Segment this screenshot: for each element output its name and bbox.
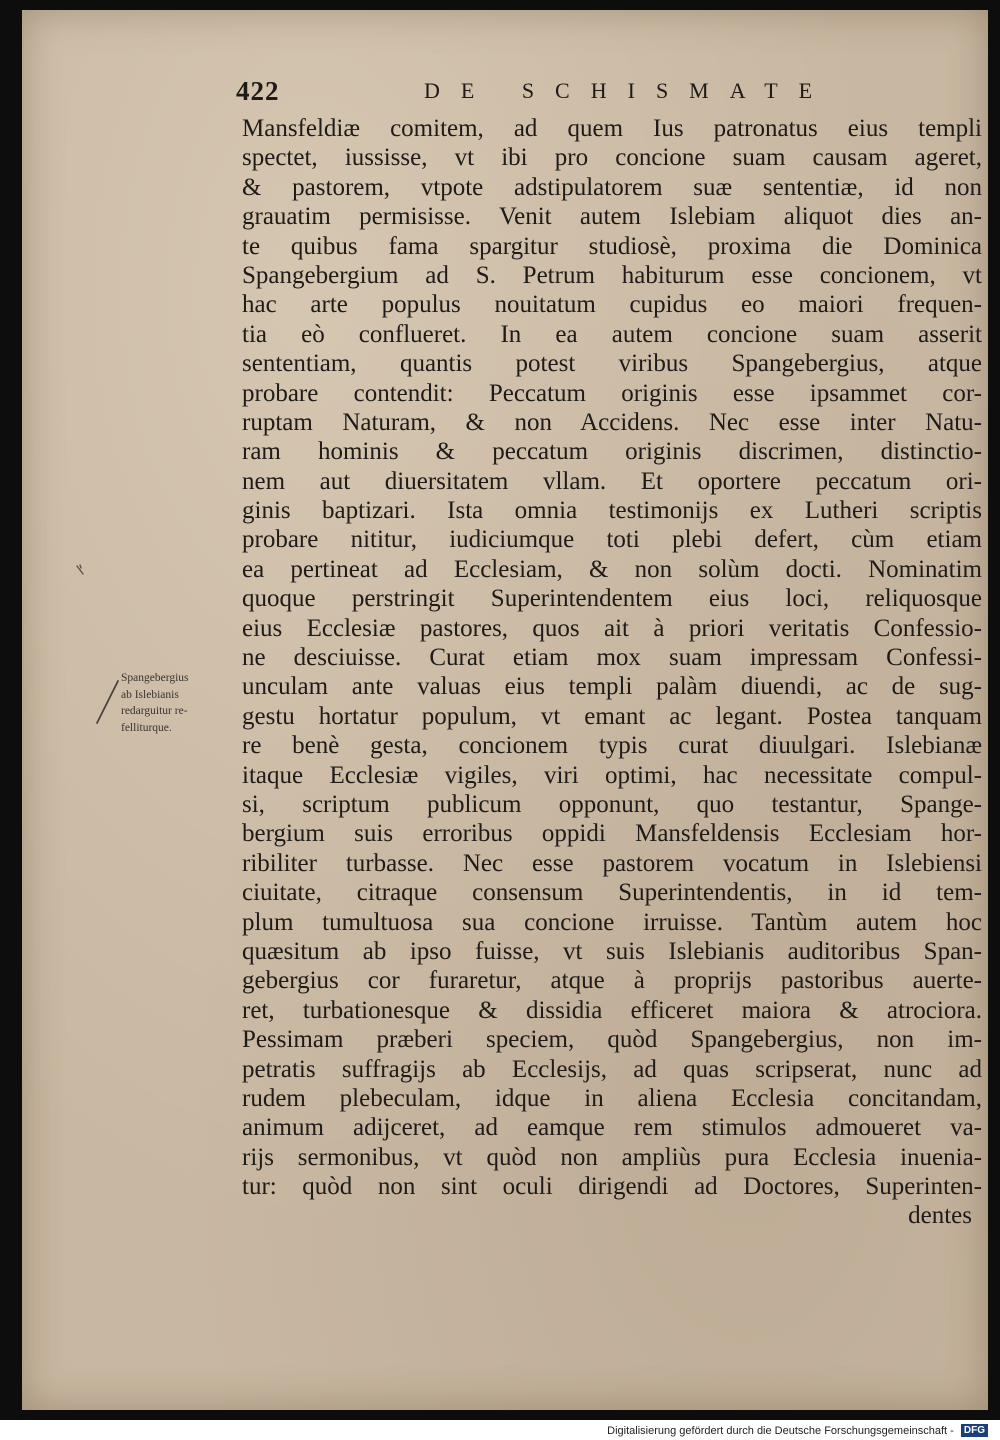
pencil-mark-icon xyxy=(74,562,90,578)
running-head xyxy=(236,76,976,112)
credit-text: Digitalisierung gefördert durch die Deutsche Forschungsgemeinschaft - xyxy=(607,1425,954,1437)
text-line: tur: quòd non sint oculi dirigendi ad Doctores, Superinten- xyxy=(242,1173,982,1201)
text-line: quæsitum ab ipso fuisse, vt suis Islebianis auditoribus Span- xyxy=(242,937,982,965)
text-line: plum tumultuosa sua concione irruisse. Tantùm autem hoc xyxy=(242,908,982,936)
marginal-note xyxy=(121,670,247,736)
text-line: Pessimam præberi speciem, quòd Spangebergius, non im- xyxy=(242,1026,982,1054)
catchword: dentes xyxy=(908,1202,972,1230)
text-line: itaque Ecclesiæ vigiles, viri optimi, hac necessitate compul- xyxy=(242,761,982,789)
text-line: spectet, iussisse, vt ibi pro concione suam causam ageret, xyxy=(242,144,982,172)
text-line: & pastorem, vtpote adstipulatorem suæ sententiæ, id non xyxy=(242,173,982,201)
text-line: re benè gesta, concionem typis curat diuulgari. Islebianæ xyxy=(242,732,982,760)
marginal-note-line: redarguitur re- xyxy=(121,705,188,717)
page-number: 422 xyxy=(236,76,280,106)
running-title: DE SCHISMATE xyxy=(424,78,834,103)
marginal-note-line: felliturque. xyxy=(121,721,172,734)
pencil-slash-icon xyxy=(92,678,122,726)
text-line: grauatim permisisse. Venit autem Islebiam aliquot dies an- xyxy=(242,203,982,231)
book-page xyxy=(22,10,988,1410)
text-line: ram hominis & peccatum originis discrimen, distinctio- xyxy=(242,438,982,466)
marginal-note-line: Spangebergius xyxy=(121,672,189,684)
digitization-credit xyxy=(607,1424,988,1438)
text-line: ciuitate, citraque consensum Superintendentis, in id tem- xyxy=(242,879,982,907)
text-line: hac arte populus nouitatum cupidus eo maiori frequen- xyxy=(242,291,982,319)
text-line: sententiam, quantis potest viribus Spangebergius, atque xyxy=(242,350,982,378)
text-line: eius Ecclesiæ pastores, quos ait à priori veritatis Confessio- xyxy=(242,614,982,642)
text-line: animum adijceret, ad eamque rem stimulos admoueret va- xyxy=(242,1114,982,1142)
text-line: petratis suffragijs ab Ecclesijs, ad quas scripserat, nunc ad xyxy=(242,1055,982,1083)
text-line: ret, turbationesque & dissidia efficeret maiora & atrociora. xyxy=(242,996,982,1024)
text-line: quoque perstringit Superintendentem eius loci, reliquosque xyxy=(242,585,982,613)
text-line: Mansfeldiæ comitem, ad quem Ius patronatus eius templi xyxy=(242,115,982,142)
text-line: si, scriptum publicum opponunt, quo testantur, Spange- xyxy=(242,790,982,818)
text-line: nem aut diuersitatem vllam. Et oportere peccatum ori- xyxy=(242,467,982,495)
text-line: ea pertineat ad Ecclesiam, & non solùm docti. Nominatim xyxy=(242,555,982,583)
text-line: bergium suis erroribus oppidi Mansfeldensis Ecclesiam hor- xyxy=(242,820,982,848)
text-line: ribiliter turbasse. Nec esse pastorem vocatum in Islebiensi xyxy=(242,849,982,877)
body-text xyxy=(242,114,982,1231)
text-line: probare contendit: Peccatum originis esse ipsammet cor- xyxy=(242,379,982,407)
marginal-note-line: ab Islebianis xyxy=(121,688,179,701)
text-line: ginis baptizari. Ista omnia testimonijs ex Lutheri scriptis xyxy=(242,497,982,525)
text-line: tia eò confluеret. In ea autem concione suam asserit xyxy=(242,320,982,348)
text-line: rijs sermonibus, vt quòd non ampliùs pura Ecclesia inuenia- xyxy=(242,1143,982,1171)
text-line: gebergius cor furaretur, atque à proprijs pastoribus auerte- xyxy=(242,967,982,995)
text-line: rudem plebeculam, idque in aliena Ecclesia concitandam, xyxy=(242,1084,982,1112)
text-line: probare nititur, iudiciumque toti plebi defert, cùm etiam xyxy=(242,526,982,554)
text-line: ruptam Naturam, & non Accidens. Nec esse inter Natu- xyxy=(242,408,982,436)
dfg-logo: DFG xyxy=(961,1424,988,1437)
text-line: te quibus fama spargitur studiosè, proxima die Dominica xyxy=(242,232,982,260)
text-line: unculam ante valuas eius templi palàm diuendi, ac de sug- xyxy=(242,673,982,701)
text-line: ne desciuisse. Curat etiam mox suam impressam Confessi- xyxy=(242,644,982,672)
text-line: gestu hortatur populum, vt emant ac legant. Postea tanquam xyxy=(242,702,982,730)
text-line: Spangebergium ad S. Petrum habiturum esse concionem, vt xyxy=(242,261,982,289)
